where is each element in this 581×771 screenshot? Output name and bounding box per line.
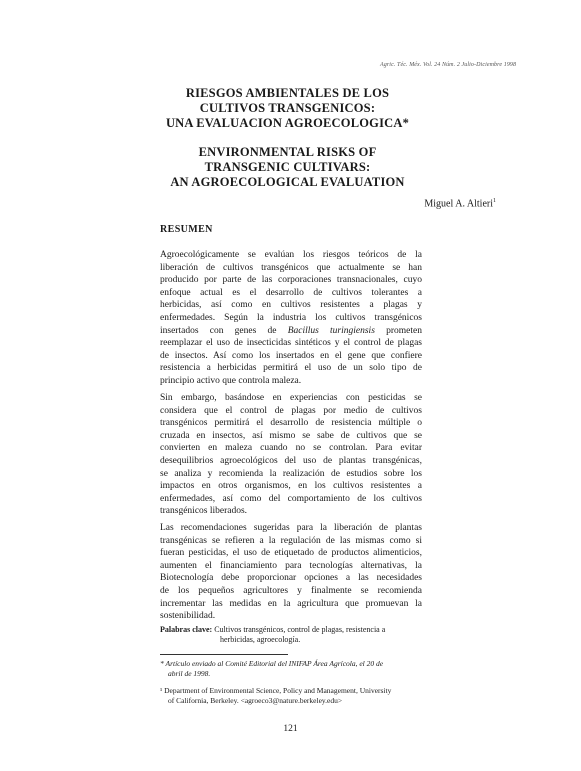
text-line: se analiza y recomienda la realización de estudios sobre los (160, 468, 422, 479)
text-line: incrementar las medidas en la agricultura que promuevan la (160, 598, 422, 609)
text-line: enfermedades, así como del comportamiento de los cultivos (160, 493, 422, 504)
text-line: aumenten el financiamiento para tecnologías alternativas, la (160, 560, 422, 571)
text-line: de insectos. Así como los insertados en el gene que confiere (160, 350, 422, 361)
footnote-text-continued: abril de 1998. (168, 668, 211, 678)
text-line: impactos en otros organismos, en los cultivos resistentes a (160, 481, 422, 492)
text-line: reemplazar el uso de insecticidas sintéticos y el control de plagas (160, 338, 422, 349)
text-line: transgénicas se refieren a la regulación de las mismas como si (160, 535, 422, 546)
running-header: Agric. Téc. Méx. Vol. 24 Núm. 2 Julio-Diciembre 1998 (380, 62, 517, 68)
text-line: liberación de cultivos transgénicos que actualmente se han (160, 262, 422, 273)
english-title-line: TRANSGENIC CULTIVARS: (204, 160, 371, 174)
text-fragment: insertados con genes de (160, 325, 288, 336)
text-line: fueran pesticidas, el uso de etiquetado de productos alimenticios, (160, 548, 422, 559)
page-number: 121 (283, 724, 298, 734)
author-name: Miguel A. Altieri (424, 198, 493, 210)
text-line: resistencia a herbicidas permitirá el uso de un solo tipo de (160, 363, 422, 374)
text-fragment: prometen (374, 325, 422, 336)
english-title-line: ENVIRONMENTAL RISKS OF (198, 145, 377, 159)
spanish-title-line: RIESGOS AMBIENTALES DE LOS (185, 86, 390, 100)
text-line: cruzada en insectos, así mismo se sabe de cultivos que se (160, 430, 422, 441)
footnote-affiliation (160, 686, 422, 705)
text-line: desequilibrios agroecológicos del uso de plantas transgénicas, (160, 455, 422, 466)
keywords-values: Cultivos transgénicos, control de plagas, resistencia a (214, 625, 386, 634)
text-line: de los pequeños agricultores y finalmente se recomienda (160, 585, 422, 596)
text-line: considera que el control de plagas por medio de cultivos (160, 405, 422, 416)
species-name: Bacillus turingiensis (287, 325, 375, 336)
text-line: enfoque actual es el desarrollo de cultivos tolerantes a (160, 287, 422, 298)
footnote-submission (160, 659, 422, 678)
text-line: Biotecnología debe proporcionar opciones a las necesidades (160, 573, 422, 584)
text-line: Agroecológicamente se evalúan los riesgos teóricos de la (160, 250, 422, 260)
keywords-values-continued: herbicidas, agroecología. (220, 635, 301, 644)
footnote-divider (160, 654, 288, 655)
abstract-paragraph-2 (160, 392, 422, 518)
text-line: sostenibilidad. (160, 611, 216, 622)
text-line: Las recomendaciones sugeridas para la liberación de plantas (160, 523, 422, 533)
english-title (150, 145, 425, 190)
abstract-paragraph-3 (160, 522, 422, 623)
text-line: herbicidas, así como en cultivos resistentes a plagas y (160, 300, 422, 311)
footnote-text: ¹ Department of Environmental Science, Policy and Management, University (160, 686, 392, 695)
keywords (160, 625, 422, 645)
text-line: Sin embargo, basándose en experiencias con pesticidas se (160, 393, 422, 403)
resumen-heading: RESUMEN (160, 224, 213, 235)
spanish-title-line: UNA EVALUACION AGROECOLOGICA* (165, 116, 410, 130)
spanish-title (150, 86, 425, 131)
text-line: principio activo que controla maleza. (160, 375, 302, 386)
author-affiliation-mark: 1 (493, 198, 496, 204)
text-line: transgénicos liberados. (160, 506, 248, 517)
text-line: transgénicos permitirá el desarrollo de resistencia múltiple o (160, 418, 422, 429)
footnote-text: * Artículo enviado al Comité Editorial del INIFAP Área Agrícola, el 20 de (160, 659, 384, 668)
text-line-with-species (160, 325, 422, 338)
abstract-paragraph-1 (160, 249, 422, 388)
text-line: producido por parte de las corporaciones transnacionales, cuyo (160, 275, 422, 286)
author-line (424, 198, 496, 209)
text-line: convierten en maleza cuando no se controlan. Para evitar (160, 443, 422, 454)
text-line: enfermedades. Según la industria los cultivos transgénicos (160, 312, 422, 323)
english-title-line: AN AGROECOLOGICAL EVALUATION (170, 175, 405, 189)
keywords-label: Palabras clave: (160, 625, 213, 634)
spanish-title-line: CULTIVOS TRANSGENICOS: (199, 101, 376, 115)
footnote-text-continued: of California, Berkeley. <agroeco3@nature.berkeley.edu> (168, 695, 343, 705)
